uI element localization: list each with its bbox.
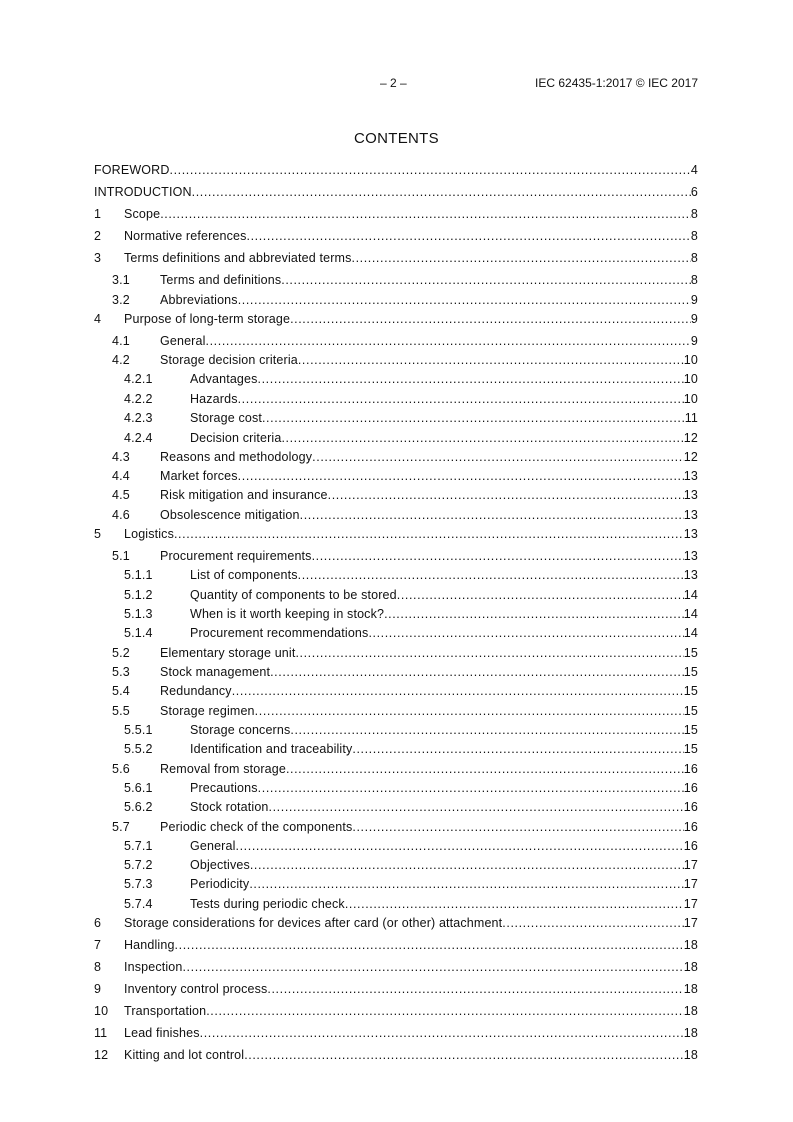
- toc-entry-page: 6: [690, 185, 698, 199]
- toc-entry-page: 10: [683, 372, 698, 386]
- toc-entry-number: 5.5: [112, 704, 130, 718]
- toc-dot-leader: [384, 606, 684, 622]
- toc-entry-page: 9: [690, 293, 698, 307]
- toc-entry[interactable]: [94, 896, 698, 912]
- toc-entry-number: 5.5.1: [124, 723, 153, 737]
- toc-entry-title: Terms and definitions: [160, 273, 282, 287]
- toc-entry-page: 9: [690, 312, 698, 326]
- toc-entry-number: 4.5: [112, 488, 130, 502]
- toc-entry[interactable]: [94, 468, 698, 484]
- toc-entry-number: 3: [94, 251, 102, 265]
- toc-dot-leader: [298, 352, 684, 368]
- toc-entry-number: 4.2.4: [124, 431, 153, 445]
- toc-dot-leader: [250, 857, 684, 873]
- toc-entry[interactable]: [94, 548, 698, 564]
- toc-entry[interactable]: [94, 625, 698, 641]
- toc-entry-title: Stock management: [160, 665, 271, 679]
- toc-dot-leader: [290, 311, 691, 327]
- toc-entry-page: 13: [683, 508, 698, 522]
- toc-entry-page: 15: [683, 665, 698, 679]
- toc-entry[interactable]: [94, 228, 698, 244]
- toc-entry-number: 5.1.1: [124, 568, 153, 582]
- toc-dot-leader: [247, 228, 691, 244]
- toc-entry-page: 16: [683, 820, 698, 834]
- toc-entry-page: 17: [683, 897, 698, 911]
- toc-dot-leader: [269, 799, 684, 815]
- toc-entry-number: 5.1.4: [124, 626, 153, 640]
- toc-dot-leader: [345, 896, 684, 912]
- toc-entry-title: Decision criteria: [190, 431, 282, 445]
- toc-entry-title: General: [160, 334, 206, 348]
- toc-dot-leader: [267, 981, 683, 997]
- toc-entry[interactable]: [94, 915, 698, 931]
- toc-entry-page: 15: [683, 704, 698, 718]
- toc-entry-page: 10: [683, 353, 698, 367]
- toc-entry-title: Terms definitions and abbreviated terms: [124, 251, 352, 265]
- toc-entry-title: INTRODUCTION: [94, 185, 192, 199]
- toc-entry-page: 15: [683, 742, 698, 756]
- toc-entry-title: Hazards: [190, 392, 238, 406]
- toc-entry-title: Stock rotation: [190, 800, 269, 814]
- toc-entry[interactable]: [94, 1003, 698, 1019]
- toc-entry[interactable]: [94, 292, 698, 308]
- toc-entry-number: 5.2: [112, 646, 130, 660]
- toc-entry-page: 16: [683, 762, 698, 776]
- toc-dot-leader: [270, 664, 684, 680]
- toc-entry-title: Obsolescence mitigation: [160, 508, 300, 522]
- toc-entry-number: 5.4: [112, 684, 130, 698]
- toc-entry-title: Periodic check of the components: [160, 820, 353, 834]
- toc-entry-title: Quantity of components to be stored: [190, 588, 397, 602]
- toc-entry-number: 5.1: [112, 549, 130, 563]
- toc-entry-page: 18: [683, 1026, 698, 1040]
- toc-dot-leader: [236, 838, 684, 854]
- toc-entry-number: 8: [94, 960, 102, 974]
- toc-entry-page: 13: [683, 568, 698, 582]
- toc-dot-leader: [238, 468, 684, 484]
- toc-entry[interactable]: [94, 567, 698, 583]
- toc-entry-title: Procurement recommendations: [190, 626, 369, 640]
- toc-dot-leader: [160, 206, 691, 222]
- toc-entry[interactable]: [94, 272, 698, 288]
- toc-entry-number: 4.2.2: [124, 392, 153, 406]
- toc-entry-title: Risk mitigation and insurance: [160, 488, 328, 502]
- toc-dot-leader: [328, 487, 684, 503]
- toc-dot-leader: [290, 722, 683, 738]
- toc-dot-leader: [206, 333, 691, 349]
- toc-entry-title: Elementary storage unit: [160, 646, 296, 660]
- toc-dot-leader: [192, 184, 691, 200]
- toc-entry-number: 5.7.4: [124, 897, 153, 911]
- toc-entry-number: 5.7.2: [124, 858, 153, 872]
- toc-entry-title: Inspection: [124, 960, 183, 974]
- toc-entry-page: 15: [683, 723, 698, 737]
- toc-entry-title: Storage decision criteria: [160, 353, 298, 367]
- toc-entry[interactable]: [94, 206, 698, 222]
- toc-entry-page: 10: [683, 392, 698, 406]
- toc-entry[interactable]: [94, 876, 698, 892]
- toc-entry-title: FOREWORD: [94, 163, 170, 177]
- toc-entry-number: 5.7.3: [124, 877, 153, 891]
- toc-entry-page: 13: [683, 549, 698, 563]
- toc-entry[interactable]: [94, 606, 698, 622]
- toc-entry[interactable]: [94, 352, 698, 368]
- toc-entry-page: 17: [683, 877, 698, 891]
- toc-entry-title: Identification and traceability: [190, 742, 353, 756]
- toc-dot-leader: [182, 959, 683, 975]
- toc-entry-number: 7: [94, 938, 102, 952]
- toc-entry-page: 14: [683, 626, 698, 640]
- toc-entry-page: 14: [683, 588, 698, 602]
- toc-entry-page: 12: [683, 450, 698, 464]
- toc-entry-number: 4.2.3: [124, 411, 153, 425]
- toc-entry-title: Abbreviations: [160, 293, 238, 307]
- toc-dot-leader: [238, 391, 684, 407]
- toc-entry[interactable]: [94, 703, 698, 719]
- toc-entry[interactable]: [94, 311, 698, 327]
- toc-entry-title: General: [190, 839, 236, 853]
- toc-entry-number: 4.4: [112, 469, 130, 483]
- toc-entry-number: 4.2: [112, 353, 130, 367]
- toc-entry-page: 17: [683, 916, 698, 930]
- toc-entry[interactable]: [94, 838, 698, 854]
- toc-entry[interactable]: [94, 857, 698, 873]
- toc-entry-number: 12: [94, 1048, 109, 1062]
- toc-entry[interactable]: [94, 780, 698, 796]
- toc-entry[interactable]: [94, 683, 698, 699]
- toc-entry-title: Objectives: [190, 858, 250, 872]
- toc-entry[interactable]: [94, 761, 698, 777]
- toc-dot-leader: [238, 292, 691, 308]
- toc-entry-page: 15: [683, 684, 698, 698]
- toc-dot-leader: [312, 548, 684, 564]
- toc-entry-number: 4.1: [112, 334, 130, 348]
- toc-entry[interactable]: [94, 250, 698, 266]
- toc-dot-leader: [244, 1047, 684, 1063]
- toc-entry-number: 2: [94, 229, 102, 243]
- toc-entry-page: 4: [690, 163, 698, 177]
- toc-dot-leader: [174, 526, 684, 542]
- toc-entry-page: 11: [684, 411, 698, 425]
- toc-entry-title: Storage cost: [190, 411, 262, 425]
- contents-title: CONTENTS: [354, 130, 439, 147]
- toc-dot-leader: [175, 937, 684, 953]
- toc-entry[interactable]: [94, 1025, 698, 1041]
- toc-entry[interactable]: [94, 799, 698, 815]
- toc-entry-page: 14: [683, 607, 698, 621]
- toc-entry-title: Reasons and methodology: [160, 450, 313, 464]
- toc-entry-number: 3.2: [112, 293, 130, 307]
- toc-dot-leader: [258, 371, 684, 387]
- toc-entry-page: 18: [683, 960, 698, 974]
- toc-entry[interactable]: [94, 819, 698, 835]
- toc-entry-number: 10: [94, 1004, 109, 1018]
- toc-dot-leader: [286, 761, 684, 777]
- toc-entry-title: Normative references: [124, 229, 247, 243]
- toc-dot-leader: [255, 703, 684, 719]
- toc-entry-title: Advantages: [190, 372, 258, 386]
- toc-dot-leader: [300, 507, 684, 523]
- toc-entry-number: 5.7: [112, 820, 130, 834]
- toc-dot-leader: [312, 449, 684, 465]
- toc-entry-page: 12: [683, 431, 698, 445]
- toc-dot-leader: [281, 272, 691, 288]
- toc-dot-leader: [352, 250, 691, 266]
- toc-entry-number: 5.1.2: [124, 588, 153, 602]
- toc-entry-page: 18: [683, 938, 698, 952]
- toc-entry-page: 16: [683, 781, 698, 795]
- toc-entry-title: Market forces: [160, 469, 238, 483]
- toc-entry-number: 6: [94, 916, 102, 930]
- toc-dot-leader: [397, 587, 684, 603]
- toc-entry[interactable]: [94, 162, 698, 178]
- toc-entry-page: 8: [690, 251, 698, 265]
- toc-entry[interactable]: [94, 449, 698, 465]
- toc-entry-title: Storage regimen: [160, 704, 255, 718]
- toc-dot-leader: [295, 645, 683, 661]
- toc-entry-title: When is it worth keeping in stock?: [190, 607, 385, 621]
- toc-entry-title: Logistics: [124, 527, 174, 541]
- toc-entry[interactable]: [94, 391, 698, 407]
- toc-entry[interactable]: [94, 981, 698, 997]
- toc-entry-number: 11: [94, 1026, 108, 1040]
- toc-entry-number: 5.1.3: [124, 607, 153, 621]
- toc-entry-title: Precautions: [190, 781, 258, 795]
- toc-entry[interactable]: [94, 645, 698, 661]
- toc-entry-page: 9: [690, 334, 698, 348]
- toc-entry-title: List of components: [190, 568, 298, 582]
- toc-entry-number: 4: [94, 312, 102, 326]
- toc-dot-leader: [262, 410, 685, 426]
- toc-entry[interactable]: [94, 587, 698, 603]
- toc-entry-number: 9: [94, 982, 102, 996]
- toc-entry-page: 8: [690, 229, 698, 243]
- toc-dot-leader: [352, 819, 683, 835]
- toc-entry-number: 5.6.2: [124, 800, 153, 814]
- toc-dot-leader: [206, 1003, 684, 1019]
- toc-dot-leader: [368, 625, 683, 641]
- toc-dot-leader: [200, 1025, 684, 1041]
- toc-entry[interactable]: [94, 664, 698, 680]
- toc-entry[interactable]: [94, 430, 698, 446]
- toc-entry[interactable]: [94, 959, 698, 975]
- toc-entry-page: 13: [683, 527, 698, 541]
- toc-entry[interactable]: [94, 722, 698, 738]
- toc-entry-title: Procurement requirements: [160, 549, 312, 563]
- toc-entry-page: 8: [690, 207, 698, 221]
- toc-entry[interactable]: [94, 333, 698, 349]
- toc-entry-page: 8: [690, 273, 698, 287]
- toc-entry-number: 5.5.2: [124, 742, 153, 756]
- document-reference: IEC 62435-1:2017 © IEC 2017: [535, 76, 698, 90]
- toc-entry-page: 13: [683, 469, 698, 483]
- toc-entry-page: 16: [683, 800, 698, 814]
- toc-entry-number: 3.1: [112, 273, 130, 287]
- toc-entry-title: Purpose of long-term storage: [124, 312, 291, 326]
- toc-dot-leader: [170, 162, 691, 178]
- toc-entry-number: 4.6: [112, 508, 130, 522]
- toc-entry-title: Scope: [124, 207, 161, 221]
- toc-entry[interactable]: [94, 184, 698, 200]
- toc-entry[interactable]: [94, 487, 698, 503]
- toc-entry-number: 4.2.1: [124, 372, 153, 386]
- toc-entry-number: 5.6: [112, 762, 130, 776]
- toc-entry-page: 18: [683, 982, 698, 996]
- toc-entry-page: 13: [683, 488, 698, 502]
- toc-dot-leader: [249, 876, 683, 892]
- toc-entry-page: 18: [683, 1004, 698, 1018]
- toc-dot-leader: [258, 780, 684, 796]
- toc-entry-title: Transportation: [124, 1004, 207, 1018]
- toc-entry[interactable]: [94, 741, 698, 757]
- toc-entry-number: 5.7.1: [124, 839, 153, 853]
- toc-dot-leader: [352, 741, 683, 757]
- toc-entry[interactable]: [94, 371, 698, 387]
- toc-entry-title: Lead finishes: [124, 1026, 200, 1040]
- toc-entry-page: 17: [683, 858, 698, 872]
- toc-entry-page: 15: [683, 646, 698, 660]
- toc-entry-title: Tests during periodic check: [190, 897, 345, 911]
- toc-entry[interactable]: [94, 410, 698, 426]
- toc-entry-number: 5.6.1: [124, 781, 153, 795]
- toc-entry-title: Storage considerations for devices after card (or other) attachment: [124, 916, 503, 930]
- toc-entry-page: 18: [683, 1048, 698, 1062]
- toc-entry-title: Redundancy: [160, 684, 232, 698]
- toc-dot-leader: [281, 430, 683, 446]
- toc-dot-leader: [232, 683, 684, 699]
- page-number: – 2 –: [380, 76, 407, 90]
- toc-entry[interactable]: [94, 1047, 698, 1063]
- toc-entry[interactable]: [94, 507, 698, 523]
- toc-entry-title: Periodicity: [190, 877, 250, 891]
- toc-entry-page: 16: [683, 839, 698, 853]
- toc-entry-number: 5.3: [112, 665, 130, 679]
- toc-entry-number: 5: [94, 527, 102, 541]
- toc-entry[interactable]: [94, 937, 698, 953]
- toc-entry-number: 1: [94, 207, 102, 221]
- toc-entry-title: Removal from storage: [160, 762, 286, 776]
- toc-entry-title: Storage concerns: [190, 723, 291, 737]
- toc-dot-leader: [298, 567, 684, 583]
- toc-dot-leader: [502, 915, 683, 931]
- toc-entry[interactable]: [94, 526, 698, 542]
- toc-entry-title: Kitting and lot control: [124, 1048, 245, 1062]
- toc-entry-title: Inventory control process: [124, 982, 268, 996]
- toc-entry-title: Handling: [124, 938, 175, 952]
- toc-entry-number: 4.3: [112, 450, 130, 464]
